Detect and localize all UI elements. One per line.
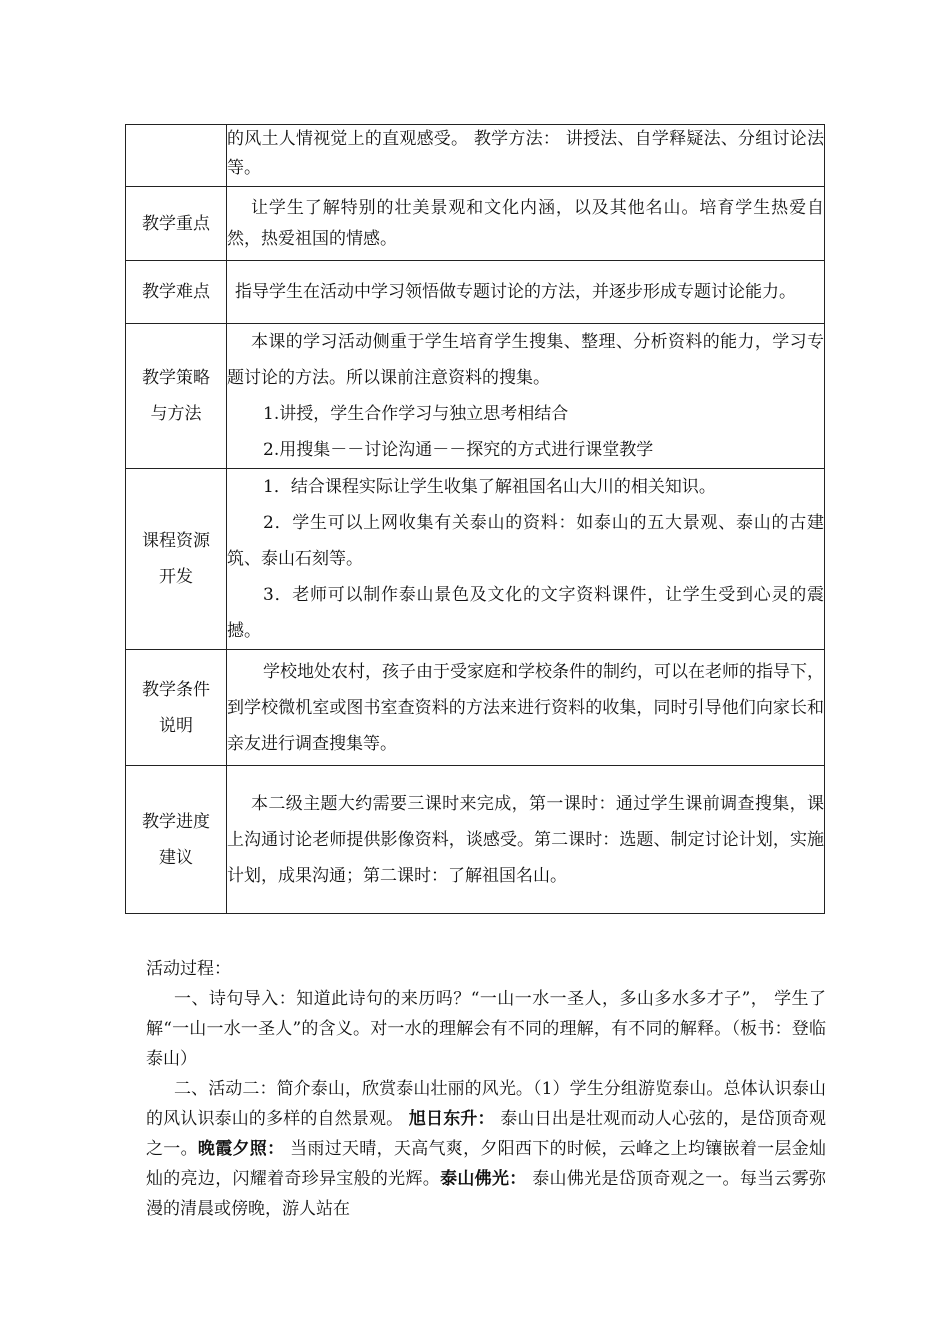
scenery-term: 晚霞夕照： <box>197 1139 285 1159</box>
process-paragraph <box>146 1074 826 1224</box>
row-label-text: 教学条件说明 <box>142 679 210 736</box>
row-content <box>227 650 825 766</box>
row-content <box>227 125 825 187</box>
row-paragraph: 学校地处农村，孩子由于受家庭和学校条件的制约，可以在老师的指导下，到学校微机室或图书室查资料的方法来进行资料的收集，同时引导他们向家长和亲友进行调查搜集等。 <box>227 661 824 754</box>
row-content <box>227 766 825 914</box>
row-paragraph: 1.讲授，学生合作学习与独立思考相结合 <box>263 404 569 424</box>
process-title: 活动过程： <box>146 959 231 979</box>
row-paragraph: 本二级主题大约需要三课时来完成，第一课时：通过学生课前调查搜集，课上沟通讨论老师提供影像资料，谈感受。第二课时：选题、制定讨论计划，实施计划，成果沟通；第二课时：了解祖国名山。 <box>227 793 824 886</box>
row-content <box>227 261 825 324</box>
row-label-text: 教学策略与方法 <box>142 368 210 424</box>
table-row <box>126 469 825 650</box>
table-row <box>126 650 825 766</box>
row-content <box>227 187 825 261</box>
row-content <box>227 469 825 650</box>
table-row <box>126 766 825 914</box>
row-label <box>126 650 227 766</box>
table-row <box>126 324 825 469</box>
row-paragraph: 2.用搜集－－讨论沟通－－探究的方式进行课堂教学 <box>263 440 654 460</box>
row-paragraph: 指导学生在活动中学习领悟做专题讨论的方法，并逐步形成专题讨论能力。 <box>235 282 796 302</box>
row-paragraph: 3．老师可以制作泰山景色及文化的文字资料课件，让学生受到心灵的震撼。 <box>227 585 824 641</box>
process-paragraph: 一、诗句导入：知道此诗句的来历吗？“一山一水一圣人，多山多水多才子”， 学生了解“一山一水一圣人”的含义。对一水的理解会有不同的理解，有不同的解释。（板书：登临泰山） <box>146 989 826 1069</box>
row-label: 教学重点 <box>126 187 227 261</box>
table-row <box>126 125 825 187</box>
row-paragraph: 让学生了解特别的壮美景观和文化内涵，以及其他名山。培育学生热爱自然，热爱祖国的情感。 <box>227 197 824 249</box>
row-paragraph: 2．学生可以上网收集有关泰山的资料：如泰山的五大景观、泰山的古建筑、泰山石刻等。 <box>227 513 824 569</box>
lesson-plan-table <box>125 124 825 914</box>
row-label <box>126 766 227 914</box>
row-content <box>227 324 825 469</box>
row-paragraph: 的风土人情视觉上的直观感受。 教学方法： 讲授法、自学释疑法、分组讨论法等。 <box>227 129 824 178</box>
activity-process <box>146 954 826 1224</box>
row-paragraph: 本课的学习活动侧重于学生培育学生搜集、整理、分析资料的能力，学习专题讨论的方法。所以课前注意资料的搜集。 <box>227 332 824 388</box>
row-label-text: 课程资源开发 <box>142 531 210 587</box>
paragraph-text: 泰山佛光是岱顶奇观之一。每当云雾弥漫的清晨或傍晚，游人站在 <box>146 1169 827 1219</box>
paragraph-text: 泰山日出是壮观而动人心弦的，是岱顶奇观之一。 <box>146 1109 827 1159</box>
row-paragraph: 1．结合课程实际让学生收集了解祖国名山大川的相关知识。 <box>263 477 716 497</box>
scenery-term: 旭日东升： <box>408 1109 495 1129</box>
row-label: 教学难点 <box>126 261 227 324</box>
table-row <box>126 261 825 324</box>
paragraph-text: 当雨过天晴，天高气爽，夕阳西下的时候，云峰之上均镶嵌着一层金灿灿的亮边，闪耀着奇珍异宝般的光辉。 <box>146 1139 827 1189</box>
paragraph-text: 二、活动二：简介泰山，欣赏泰山壮丽的风光。（1）学生分组游览泰山。总体认识泰山的风认识泰山的多样的自然景观。 <box>146 1079 826 1129</box>
table-row <box>126 187 825 261</box>
scenery-term: 泰山佛光： <box>440 1169 527 1189</box>
row-label <box>126 125 227 187</box>
row-label <box>126 469 227 650</box>
row-label <box>126 324 227 469</box>
row-label-text: 教学进度建议 <box>142 811 210 868</box>
